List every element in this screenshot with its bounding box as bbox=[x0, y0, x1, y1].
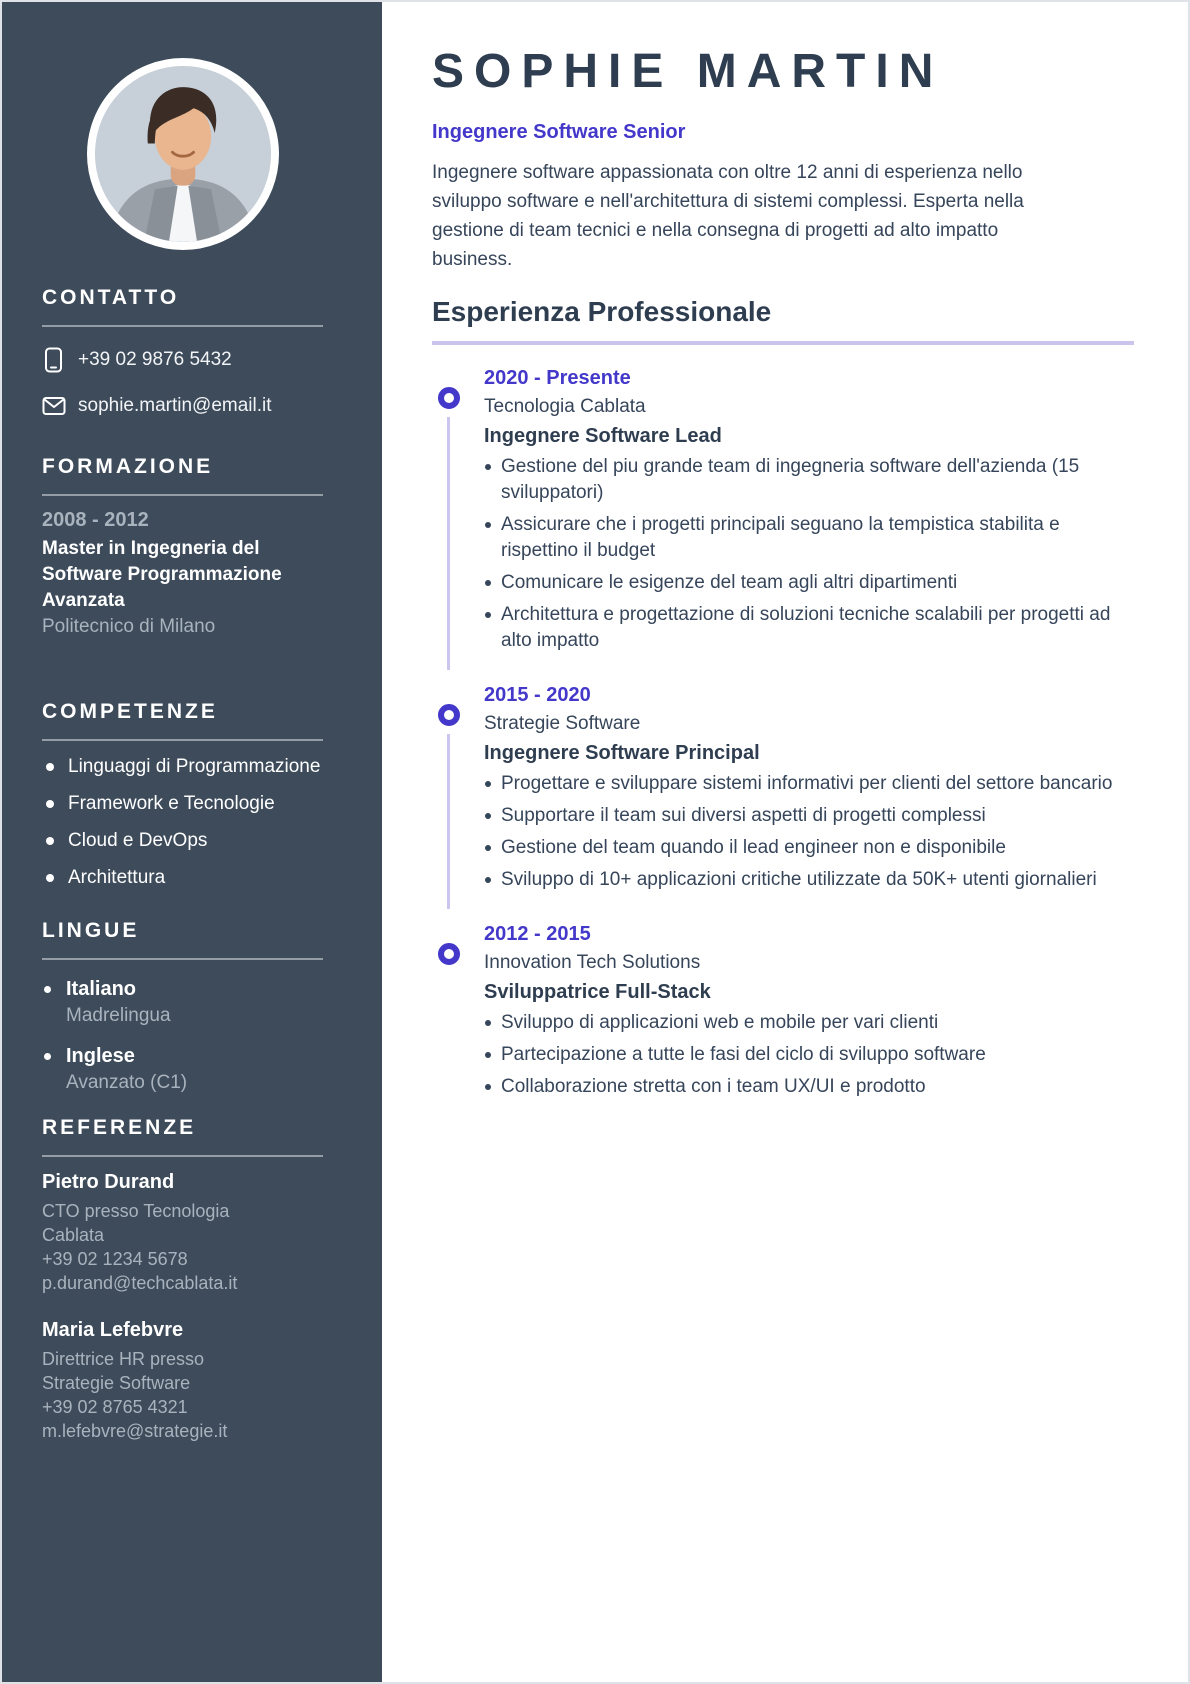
education-degree: Master in Ingegneria del Software Programmazione Avanzata bbox=[42, 538, 282, 611]
email-address: sophie.martin@email.it bbox=[78, 395, 272, 416]
experience-company: Strategie Software bbox=[484, 713, 641, 734]
reference-name: Maria Lefebvre bbox=[42, 1319, 184, 1341]
experience-entry bbox=[432, 684, 1134, 893]
job-title: Ingegnere Software Senior bbox=[432, 121, 686, 143]
experience-bullet: Supportare il team sui diversi aspetti di progetti complessi bbox=[484, 803, 1134, 829]
skills-section bbox=[42, 700, 324, 889]
section-divider bbox=[42, 325, 323, 327]
timeline-marker bbox=[438, 387, 460, 409]
experience-role: Ingegnere Software Principal bbox=[484, 742, 760, 764]
experience-bullet: Progettare e sviluppare sistemi informativi per clienti del settore bancario bbox=[484, 771, 1134, 797]
timeline-marker bbox=[438, 704, 460, 726]
experience-bullets bbox=[484, 454, 1134, 654]
language-level: Avanzato (C1) bbox=[66, 1072, 188, 1093]
experience-period: 2015 - 2020 bbox=[484, 684, 591, 706]
timeline-marker bbox=[438, 943, 460, 965]
references-title: REFERENZE bbox=[42, 1116, 197, 1139]
education-school: Politecnico di Milano bbox=[42, 616, 216, 637]
language-level: Madrelingua bbox=[66, 1005, 171, 1026]
profile-photo bbox=[87, 58, 279, 250]
experience-bullet: Assicurare che i progetti principali seguano la tempistica stabilita e rispettino il budget bbox=[484, 512, 1134, 564]
section-divider bbox=[42, 739, 323, 741]
skill-item: Cloud e DevOps bbox=[42, 830, 324, 852]
reference-role: CTO presso Tecnologia Cablata bbox=[42, 1201, 230, 1245]
reference-entry bbox=[42, 1319, 324, 1443]
contact-email-row bbox=[42, 393, 324, 419]
profile-summary: Ingegnere software appassionata con oltre 12 anni di esperienza nello sviluppo software e nell'architettura di sistemi complessi. Esperta nella gestione di team tecnici e nella consegna di progetti ad alto impatto business. bbox=[432, 162, 1024, 270]
contact-section bbox=[42, 286, 324, 419]
reference-email: m.lefebvre@strategie.it bbox=[42, 1421, 228, 1441]
experience-entry bbox=[432, 367, 1134, 654]
phone-icon bbox=[42, 347, 66, 373]
skills-title: COMPETENZE bbox=[42, 700, 218, 723]
skill-item: Framework e Tecnologie bbox=[42, 793, 324, 815]
contact-phone-row bbox=[42, 347, 324, 373]
experience-company: Tecnologia Cablata bbox=[484, 396, 646, 417]
experience-bullet: Sviluppo di 10+ applicazioni critiche utilizzate da 50K+ utenti giornalieri bbox=[484, 867, 1134, 893]
language-item bbox=[42, 978, 324, 1027]
experience-bullet: Sviluppo di applicazioni web e mobile per vari clienti bbox=[484, 1010, 1134, 1036]
reference-phone: +39 02 1234 5678 bbox=[42, 1249, 188, 1269]
section-divider bbox=[42, 1155, 323, 1157]
experience-entry bbox=[432, 923, 1134, 1100]
reference-name: Pietro Durand bbox=[42, 1171, 175, 1193]
reference-entry bbox=[42, 1171, 324, 1295]
languages-title: LINGUE bbox=[42, 919, 140, 942]
skill-item: Linguaggi di Programmazione bbox=[42, 756, 324, 778]
experience-period: 2012 - 2015 bbox=[484, 923, 591, 945]
experience-bullets bbox=[484, 1010, 1134, 1100]
experience-bullet: Collaborazione stretta con i team UX/UI e prodotto bbox=[484, 1074, 1134, 1100]
experience-role: Ingegnere Software Lead bbox=[484, 425, 722, 447]
phone-number: +39 02 9876 5432 bbox=[78, 349, 232, 370]
education-title: FORMAZIONE bbox=[42, 455, 214, 478]
reference-phone: +39 02 8765 4321 bbox=[42, 1397, 188, 1417]
experience-bullet: Architettura e progettazione di soluzioni tecniche scalabili per progetti ad alto impatto bbox=[484, 602, 1134, 654]
experience-timeline bbox=[432, 345, 1134, 1100]
language-name: Inglese bbox=[66, 1045, 135, 1067]
language-name: Italiano bbox=[66, 978, 137, 1000]
portrait-illustration bbox=[95, 66, 271, 242]
person-name: SOPHIE MARTIN bbox=[432, 45, 944, 98]
experience-bullets bbox=[484, 771, 1134, 893]
experience-period: 2020 - Presente bbox=[484, 367, 631, 389]
education-period: 2008 - 2012 bbox=[42, 509, 149, 531]
experience-bullet: Gestione del piu grande team di ingegneria software dell'azienda (15 sviluppatori) bbox=[484, 454, 1134, 506]
contact-title: CONTATTO bbox=[42, 286, 180, 309]
email-icon bbox=[42, 393, 66, 419]
section-divider bbox=[42, 494, 323, 496]
experience-bullet: Comunicare le esigenze del team agli altri dipartimenti bbox=[484, 570, 1134, 596]
skill-item: Architettura bbox=[42, 867, 324, 889]
language-item bbox=[42, 1045, 324, 1094]
reference-role: Direttrice HR presso Strategie Software bbox=[42, 1349, 205, 1393]
experience-bullet: Partecipazione a tutte le fasi del ciclo di sviluppo software bbox=[484, 1042, 1134, 1068]
languages-section bbox=[42, 919, 324, 1094]
experience-section-title: Esperienza Professionale bbox=[432, 296, 1134, 345]
skills-list bbox=[42, 756, 324, 889]
main-content bbox=[382, 2, 1188, 1682]
languages-list bbox=[42, 978, 324, 1094]
section-divider bbox=[42, 958, 323, 960]
experience-bullet: Gestione del team quando il lead engineer non e disponibile bbox=[484, 835, 1134, 861]
reference-email: p.durand@techcablata.it bbox=[42, 1273, 238, 1293]
sidebar bbox=[2, 2, 382, 1682]
experience-company: Innovation Tech Solutions bbox=[484, 952, 701, 973]
education-section bbox=[42, 455, 324, 638]
references-section bbox=[42, 1116, 324, 1443]
experience-role: Sviluppatrice Full-Stack bbox=[484, 981, 711, 1003]
